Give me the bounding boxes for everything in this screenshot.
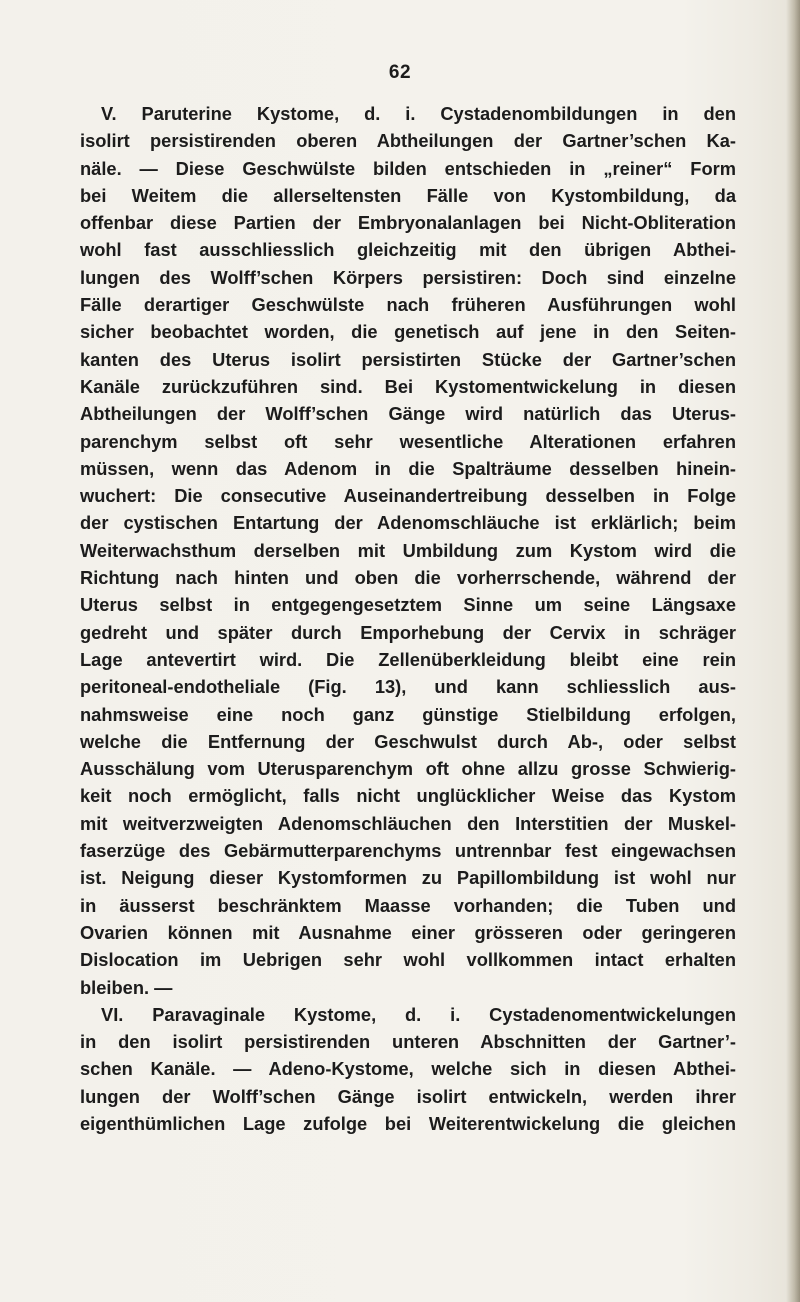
text-line: kanten des Uterus isolirt persistirten Stücke der Gartner’schen	[80, 348, 736, 370]
text-line: offenbar diese Partien der Embryonalanlagen bei Nicht-Obliteration	[80, 212, 736, 234]
text-line: Kanäle zurückzuführen sind. Bei Kystomentwickelung in diesen	[80, 375, 736, 397]
text-line: peritoneal-endotheliale (Fig. 13), und kann schliesslich aus-	[80, 676, 736, 698]
text-line: faserzüge des Gebärmutterparenchyms untrennbar fest eingewachsen	[80, 840, 736, 862]
text-line: schen Kanäle. — Adeno-Kystome, welche sich in diesen Abthei-	[80, 1058, 736, 1080]
text-line: Abtheilungen der Wolff’schen Gänge wird natürlich das Uterus-	[80, 403, 736, 425]
text-line: bleiben. —	[80, 976, 173, 998]
text-line: nahmsweise eine noch ganz günstige Stielbildung erfolgen,	[80, 703, 736, 725]
text-line: VI. Paravaginale Kystome, d. i. Cystadenomentwickelungen	[101, 1003, 736, 1025]
text-line: Uterus selbst in entgegengesetztem Sinne um seine Längsaxe	[80, 594, 736, 616]
text-line: gedreht und später durch Emporhebung der Cervix in schräger	[80, 621, 736, 643]
text-line: keit noch ermöglicht, falls nicht unglücklicher Weise das Kystom	[80, 785, 736, 807]
text-line: isolirt persistirenden oberen Abtheilungen der Gartner’schen Ka-	[80, 130, 736, 152]
text-line: Ausschälung vom Uterusparenchym oft ohne allzu grosse Schwierig-	[80, 758, 736, 780]
text-line: wohl fast ausschliesslich gleichzeitig mit den übrigen Abthei-	[80, 239, 736, 261]
text-line: lungen des Wolff’schen Körpers persistiren: Doch sind einzelne	[80, 266, 736, 288]
page-number: 62	[388, 62, 412, 83]
text-line: ist. Neigung dieser Kystomformen zu Papillombildung ist wohl nur	[80, 867, 736, 889]
text-line: lungen der Wolff’schen Gänge isolirt entwickeln, werden ihrer	[80, 1085, 736, 1107]
text-line: Dislocation im Uebrigen sehr wohl vollkommen intact erhalten	[80, 949, 736, 971]
text-line: V. Paruterine Kystome, d. i. Cystadenombildungen in den	[101, 103, 736, 124]
text-line: mit weitverzweigten Adenomschläuchen den Interstitien der Muskel-	[80, 812, 736, 834]
text-line: Richtung nach hinten und oben die vorherrschende, während der	[80, 567, 736, 589]
text-line: Fälle derartiger Geschwülste nach früheren Ausführungen wohl	[80, 294, 736, 316]
text-line: welche die Entfernung der Geschwulst durch Ab-, oder selbst	[80, 730, 736, 752]
body-text	[80, 100, 736, 1137]
text-line: Lage antevertirt wird. Die Zellenüberkleidung bleibt eine rein	[80, 648, 736, 670]
text-line: müssen, wenn das Adenom in die Spalträume desselben hinein-	[80, 457, 736, 479]
page-edge-shadow	[786, 0, 800, 1302]
text-line: wuchert: Die consecutive Auseinandertreibung desselben in Folge	[80, 485, 736, 507]
text-line: in äusserst beschränktem Maasse vorhanden; die Tuben und	[80, 894, 736, 916]
text-line: in den isolirt persistirenden unteren Abschnitten der Gartner’-	[80, 1031, 736, 1053]
text-line: näle. — Diese Geschwülste bilden entschieden in „reiner“ Form	[80, 157, 736, 179]
text-line: Ovarien können mit Ausnahme einer grösseren oder geringeren	[80, 921, 736, 943]
text-line: bei Weitem die allerseltensten Fälle von Kystombildung, da	[80, 184, 736, 206]
text-line: sicher beobachtet worden, die genetisch auf jene in den Seiten-	[80, 321, 736, 343]
text-line: Weiterwachsthum derselben mit Umbildung zum Kystom wird die	[80, 539, 736, 561]
text-line: parenchym selbst oft sehr wesentliche Alterationen erfahren	[80, 430, 736, 452]
text-line: der cystischen Entartung der Adenomschläuche ist erklärlich; beim	[80, 512, 736, 534]
text-line: eigenthümlichen Lage zufolge bei Weiterentwickelung die gleichen	[80, 1112, 736, 1134]
